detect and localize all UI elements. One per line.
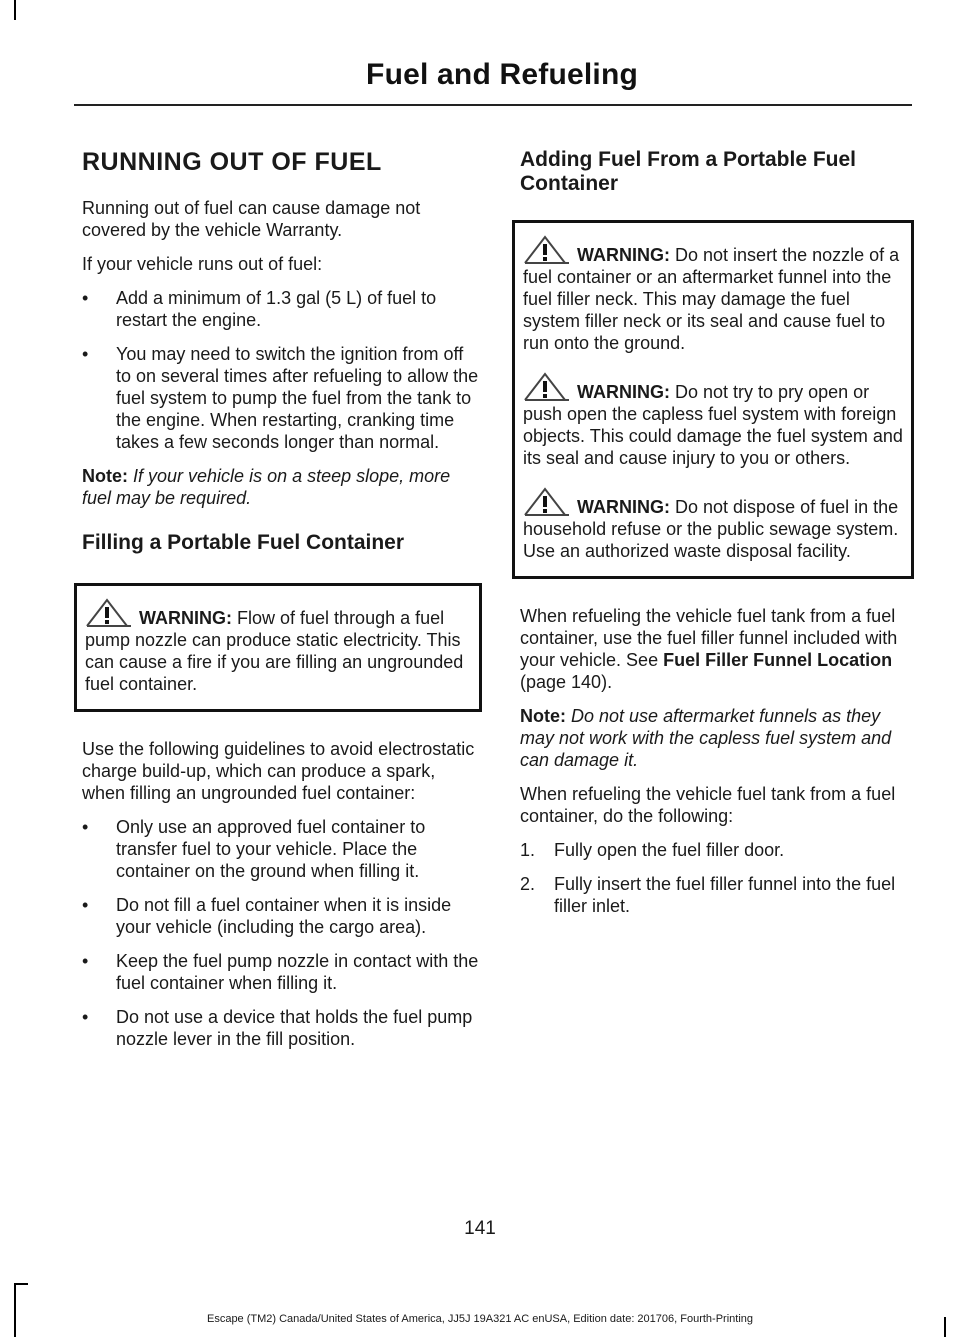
right-column xyxy=(512,148,914,929)
crop-mark-bottom-left-h xyxy=(14,1283,28,1285)
list-item: • Only use an approved fuel container to transfer fuel to your vehicle. Place the container on the ground when filling it. xyxy=(82,817,426,881)
bullet-marker: • xyxy=(82,817,89,837)
left-column xyxy=(74,148,482,1062)
running-out-list xyxy=(82,287,482,453)
step-number: 1. xyxy=(520,840,536,860)
cross-reference-link[interactable]: Fuel Filler Funnel Location xyxy=(663,650,893,670)
bullet-marker: • xyxy=(82,951,89,971)
steps-list xyxy=(520,839,914,917)
list-item: • Add a minimum of 1.3 gal (5 L) of fuel to restart the engine. xyxy=(82,288,437,330)
subheading-portable-container: Filling a Portable Fuel Container xyxy=(82,531,405,554)
warning-item: WARNING: Do not try to pry open or push open the capless fuel system with foreign objects. This could damage the fuel system and its seal and cause injury to you or others. xyxy=(523,372,903,469)
lead-paragraph: If your vehicle runs out of fuel: xyxy=(82,254,323,274)
intro-paragraph: Running out of fuel can cause damage not covered by the vehicle Warranty. xyxy=(82,198,421,240)
list-item: • Keep the fuel pump nozzle in contact with the fuel container when filling it. xyxy=(82,951,479,993)
note-aftermarket-funnels: Note: Do not use aftermarket funnels as they may not work with the capless fuel system and can damage it. xyxy=(520,706,892,770)
page-footer: Escape (TM2) Canada/United States of America, JJ5J 19A321 AC enUSA, Edition date: 201706, Fourth-Printing xyxy=(206,1313,754,1325)
warning-triangle-icon xyxy=(85,598,133,628)
bullet-marker: • xyxy=(82,1007,89,1027)
bullet-marker: • xyxy=(82,895,89,915)
warning-box-funnel xyxy=(512,220,914,579)
warning-item: WARNING: Flow of fuel through a fuel pump nozzle can produce static electricity. This can cause a fire if you are filling an ungrounded fuel container. xyxy=(85,598,471,695)
bullet-marker: • xyxy=(82,344,89,364)
funnel-paragraph: When refueling the vehicle fuel tank from a fuel container, use the fuel filler funnel included with your vehicle. See Fuel Filler Funnel Location (page 140). xyxy=(520,606,898,692)
list-item: 1. Fully open the fuel filler door. xyxy=(520,840,785,860)
warning-triangle-icon xyxy=(523,235,571,265)
page-number: 141 xyxy=(464,1218,496,1239)
warning-box-static xyxy=(74,583,482,712)
step-number: 2. xyxy=(520,874,536,894)
header-rule xyxy=(74,104,912,106)
list-item: • Do not use a device that holds the fuel pump nozzle lever in the fill position. xyxy=(82,1007,473,1049)
warning-item: WARNING: Do not dispose of fuel in the household refuse or the public sewage system. Use an authorized waste disposal facility. xyxy=(523,487,903,562)
steps-intro: When refueling the vehicle fuel tank from a fuel container, do the following: xyxy=(520,784,896,826)
list-item: 2. Fully insert the fuel filler funnel into the fuel filler inlet. xyxy=(520,874,896,916)
crop-mark-top-left xyxy=(14,0,16,20)
warning-triangle-icon xyxy=(523,372,571,402)
section-heading-adding-fuel: Adding Fuel From a Portable Fuel Container xyxy=(520,148,857,195)
crop-mark-bottom-left-v xyxy=(14,1283,16,1337)
bullet-marker: • xyxy=(82,288,89,308)
warning-item: WARNING: Do not insert the nozzle of a fuel container or an aftermarket funnel into the fuel filler neck. This may damage the fuel system filler neck or its seal and cause fuel to run onto the ground. xyxy=(523,235,903,354)
note-steep-slope: Note: If your vehicle is on a steep slope, more fuel may be required. xyxy=(82,466,451,508)
guidelines-intro: Use the following guidelines to avoid electrostatic charge build-up, which can produce a spark, when filling an ungrounded fuel container: xyxy=(82,739,475,803)
list-item: • Do not fill a fuel container when it is inside your vehicle (including the cargo area). xyxy=(82,895,452,937)
warning-triangle-icon xyxy=(523,487,571,517)
guidelines-list xyxy=(82,816,482,1050)
section-heading-running-out: RUNNING OUT OF FUEL xyxy=(82,148,382,176)
page-header-title: Fuel and Refueling xyxy=(366,58,638,91)
list-item: • You may need to switch the ignition from off to on several times after refueling to allow the fuel system to pump the fuel from the tank to the engine. When restarting, cranking time takes a few seconds longer than normal. xyxy=(82,344,479,452)
